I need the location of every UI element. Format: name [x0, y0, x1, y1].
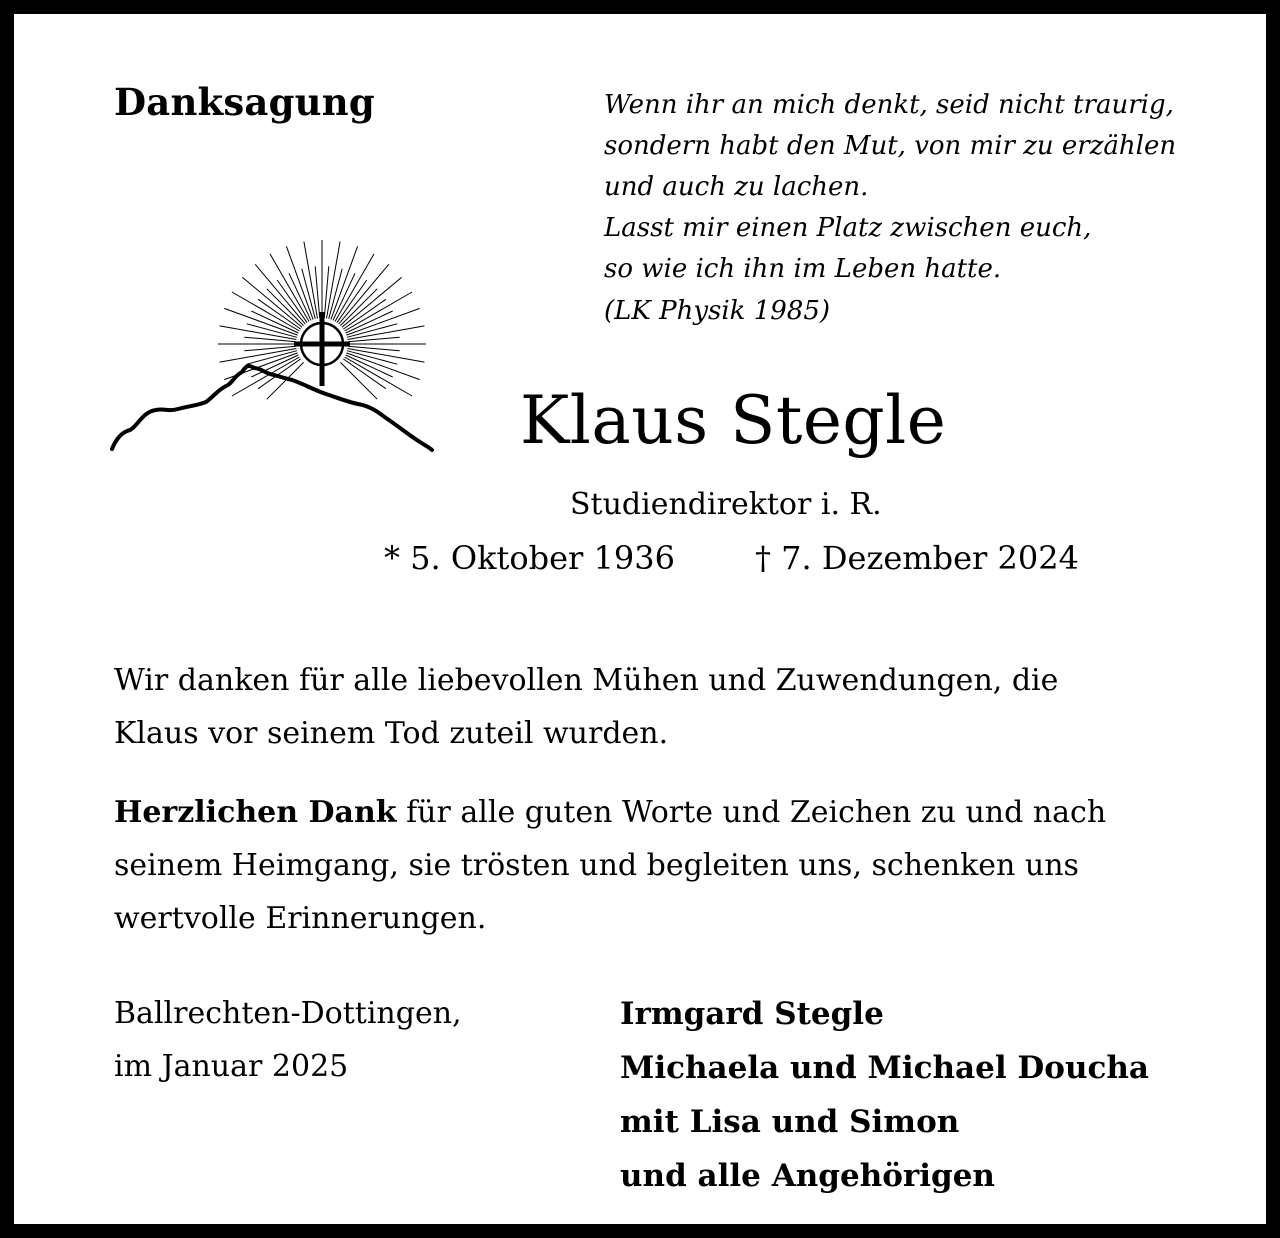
family-member: und alle Angehörigen	[620, 1158, 995, 1194]
thanks-emphasis: Herzlichen Dank	[114, 795, 397, 830]
thanks-paragraph-1	[114, 654, 1214, 760]
poem-line: Wenn ihr an mich denkt, seid nicht traurig,	[604, 90, 1174, 120]
family-signatures	[620, 987, 1149, 1203]
poem-line: Lasst mir einen Platz zwischen euch,	[604, 213, 1092, 243]
date-line: im Januar 2025	[114, 1049, 349, 1084]
sun-ray	[327, 242, 341, 319]
notice-heading: Danksagung	[114, 80, 375, 124]
deceased-name: Klaus Stegle	[520, 382, 947, 459]
death-date: † 7. Dezember 2024	[755, 539, 1079, 577]
sun-ray	[346, 353, 419, 380]
sun-ray	[267, 289, 304, 326]
sun-ray	[340, 362, 377, 399]
poem-block	[604, 88, 1176, 335]
paragraph-text: für alle guten Worte und Zeichen zu und nach	[396, 795, 1107, 830]
family-member: Michaela und Michael Doucha	[620, 1050, 1149, 1086]
place-line: Ballrechten-Dottingen,	[114, 996, 462, 1031]
sun-ray	[286, 246, 313, 319]
paragraph-line	[114, 786, 1214, 839]
sun-ray	[304, 242, 318, 319]
sun-ray	[348, 326, 425, 340]
sun-ray	[346, 308, 419, 335]
sun-ray	[220, 326, 297, 340]
family-member: Irmgard Stegle	[620, 996, 884, 1032]
poem-line: sondern habt den Mut, von mir zu erzählen	[604, 131, 1177, 161]
paragraph-line: seinem Heimgang, sie trösten und begleiten uns, schenken uns	[114, 848, 1079, 883]
thanks-paragraph-2	[114, 786, 1214, 945]
paragraph-line: Klaus vor seinem Tod zuteil wurden.	[114, 716, 669, 751]
cross	[294, 312, 350, 386]
sun-ray	[348, 349, 425, 363]
sun-ray	[340, 289, 377, 326]
paragraph-line: Wir danken für alle liebevollen Mühen und Zuwendungen, die	[114, 663, 1059, 698]
poem-line: und auch zu lachen.	[604, 172, 869, 202]
birth-date: * 5. Oktober 1936	[384, 539, 675, 577]
poem-line: so wie ich ihn im Leben hatte.	[604, 254, 1002, 284]
paragraph-line: wertvolle Erinnerungen.	[114, 901, 487, 936]
deceased-title: Studiendirektor i. R.	[570, 487, 882, 522]
place-date	[114, 987, 462, 1093]
mountain-cross-icon	[108, 234, 438, 454]
sun-ray	[220, 349, 297, 363]
sun-ray	[224, 308, 297, 335]
poem-source: (LK Physik 1985)	[604, 296, 831, 326]
sun-ray	[331, 246, 358, 319]
family-member: mit Lisa und Simon	[620, 1104, 960, 1140]
